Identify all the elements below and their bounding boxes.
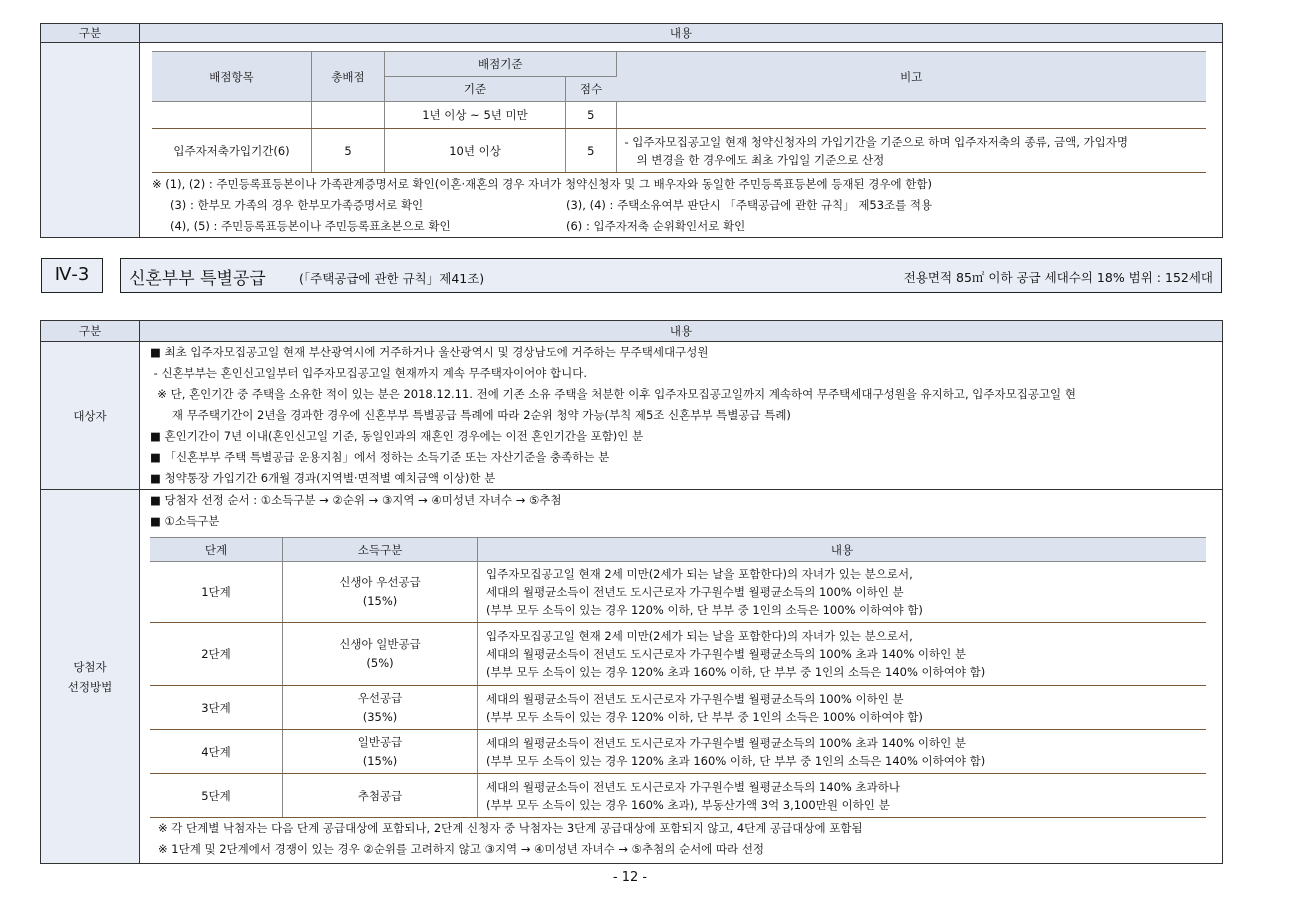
target-line: ■ 최초 입주자모집공고일 현재 부산광역시에 거주하거나 울산광역시 및 경상남도에 거주하는 무주택세대구성원 [150, 345, 709, 359]
stage-cell: 2단계 [150, 623, 283, 686]
income-cell [283, 562, 478, 623]
content-cell [478, 562, 1207, 623]
content-line: (부부 모두 소득이 있는 경우 120% 초과 160% 이하, 단 부부 중 1인의 소득은 140% 이하여야 함) [486, 753, 986, 768]
content-line: 입주자모집공고일 현재 2세 미만(2세가 되는 날을 포함한다)의 자녀가 있는 분으로서, [486, 567, 913, 581]
target-line: ■ 혼인기간이 7년 이내(혼인신고일 기준, 동일인과의 재혼인 경우에는 이전 혼인기간을 포함)인 분 [150, 429, 644, 443]
content-line: 세대의 월평균소득이 전년도 도시근로자 가구원수별 월평균소득의 100% 초과 140% 이하인 분 [486, 647, 967, 661]
table-row [150, 623, 1206, 686]
stage-cell: 3단계 [150, 686, 283, 730]
income-cell [283, 730, 478, 774]
content-line: 세대의 월평균소득이 전년도 도시근로자 가구원수별 월평균소득의 100% 이하인 분 [486, 585, 904, 599]
row-note [616, 102, 1206, 129]
footnote: (6) : 입주자저축 순위확인서로 확인 [566, 219, 746, 233]
content-line: 세대의 월평균소득이 전년도 도시근로자 가구원수별 월평균소득의 100% 이하인 분 [486, 691, 904, 706]
stage-note: ※ 각 단계별 낙첨자는 다음 단계 공급대상에 포함되나, 2단계 신청자 중 낙첨자는 3단계 공급대상에 포함되지 않고, 4단계 공급대상에 포함됨 [158, 821, 863, 835]
content-line: (부부 모두 소득이 있는 경우 120% 이하, 단 부부 중 1인의 소득은 100% 이하여야 함) [486, 603, 923, 617]
selection-label-line: 선정방법 [67, 679, 113, 694]
col-header-left: 구분 [41, 321, 140, 342]
stage-cell: 5단계 [150, 774, 283, 818]
row-total [312, 102, 385, 129]
content-line: 세대의 월평균소득이 전년도 도시근로자 가구원수별 월평균소득의 100% 초과 140% 이하인 분 [486, 735, 967, 750]
content-cell [478, 623, 1207, 686]
selection-intro: ■ 당첨자 선정 순서 : ①소득구분 → ②순위 → ③지역 → ④미성년 자녀수 → ⑤추첨 [150, 493, 562, 507]
target-content [140, 342, 1223, 490]
income-line: (15%) [362, 753, 398, 768]
footnote-row [152, 216, 1206, 237]
header-criteria-group: 배점기준 [385, 52, 617, 77]
content-cell [478, 686, 1207, 730]
section-title-bar [120, 258, 1222, 293]
table-row [150, 686, 1206, 730]
footnote: ※ (1), (2) : 주민등록표등본이나 가족관계증명서로 확인(이혼·재혼의 경우 자녀가 청약신청자 및 그 배우자와 동일한 주민등록표등본에 등재된 경우에 한함) [152, 177, 932, 191]
header-stage: 단계 [150, 538, 283, 562]
target-line: ※ 단, 혼인기간 중 주택을 소유한 적이 있는 분은 2018.12.11. 전에 기존 소유 주택을 처분한 이후 입주자모집공고일까지 계속하여 무주택세대구성원을 유지하고, 입주자모집공고일 현 [150, 387, 1076, 401]
row-score: 5 [566, 129, 617, 173]
header-total: 총배점 [312, 52, 385, 102]
income-line: 신생아 우선공급 [339, 575, 421, 589]
content-line: (부부 모두 소득이 있는 경우 160% 초과), 부동산가액 3억 3,100만원 이하인 분 [486, 797, 890, 812]
page-number: - 12 - [612, 870, 648, 885]
header-income: 소득구분 [283, 538, 478, 562]
stage-note: ※ 1단계 및 2단계에서 경쟁이 있는 경우 ②순위를 고려하지 않고 ③지역 → ④미성년 자녀수 → ⑤추첨의 순서에 따라 선정 [158, 842, 765, 856]
header-note: 비고 [616, 52, 1206, 102]
section-number: Ⅳ-3 [41, 258, 103, 293]
score-table [152, 51, 1206, 173]
table-row [150, 562, 1206, 623]
content-cell [478, 774, 1207, 818]
header-criteria: 기준 [385, 77, 566, 102]
row-item: 입주자저축가입기간(6) [152, 129, 312, 173]
content-cell [478, 730, 1207, 774]
table-row [152, 129, 1206, 173]
content-line: (부부 모두 소득이 있는 경우 120% 이하, 단 부부 중 1인의 소득은 100% 이하여야 함) [486, 709, 923, 724]
section-right-text: 전용면적 85㎡ 이하 공급 세대수의 18% 범위 : 152세대 [903, 270, 1213, 285]
content-line: 세대의 월평균소득이 전년도 도시근로자 가구원수별 월평균소득의 140% 초과하나 [486, 779, 900, 794]
empty-label-cell [41, 43, 140, 238]
income-line: 일반공급 [357, 734, 403, 749]
col-header-left: 구분 [41, 24, 140, 43]
top-table [40, 23, 1223, 238]
header-score: 점수 [566, 77, 617, 102]
income-line: (15%) [362, 594, 398, 608]
note-line: - 입주자모집공고일 현재 청약신청자의 가입기간을 기준으로 하며 입주자저축의 종류, 금액, 가입자명 [624, 134, 1128, 149]
row-item [152, 102, 312, 129]
header-item: 배점항목 [152, 52, 312, 102]
income-cell: 추첨공급 [283, 774, 478, 818]
selection-label-line: 당첨자 [73, 659, 107, 674]
footnote: (3) : 한부모 가족의 경우 한부모가족증명서로 확인 [170, 198, 424, 212]
content-line: 입주자모집공고일 현재 2세 미만(2세가 되는 날을 포함한다)의 자녀가 있는 분으로서, [486, 629, 913, 643]
table-row [150, 774, 1206, 818]
target-line: ■ 「신혼부부 주택 특별공급 운용지침」에서 정하는 소득기준 또는 자산기준을 충족하는 분 [150, 450, 610, 464]
income-line: (5%) [366, 656, 394, 670]
target-line: 재 무주택기간이 2년을 경과한 경우에 신혼부부 특별공급 특례에 따라 2순위 청약 가능(부칙 제5조 신혼부부 특별공급 특례) [150, 408, 791, 422]
income-line: (35%) [362, 709, 398, 724]
row-criteria: 1년 이상 ~ 5년 미만 [385, 102, 566, 129]
selection-intro: ■ ①소득구분 [150, 514, 220, 528]
row-score: 5 [566, 102, 617, 129]
stage-table [150, 537, 1206, 818]
target-line: - 신혼부부는 혼인신고일부터 입주자모집공고일 현재까지 계속 무주택자이어야 합니다. [150, 366, 587, 380]
section-subtitle: (「주택공급에 관한 규칙」제41조) [299, 271, 485, 286]
selection-label [41, 490, 140, 864]
income-line: 우선공급 [357, 690, 403, 705]
footnote: (4), (5) : 주민등록표등본이나 주민등록표초본으로 확인 [170, 219, 451, 233]
income-cell [283, 686, 478, 730]
content-line: (부부 모두 소득이 있는 경우 120% 초과 160% 이하, 단 부부 중 1인의 소득은 140% 이하여야 함) [486, 665, 986, 679]
col-header-right: 내용 [140, 24, 1223, 43]
footnote: (3), (4) : 주택소유여부 판단시 「주택공급에 관한 규칙」 제53조를 적용 [566, 198, 933, 212]
income-cell [283, 623, 478, 686]
target-line: ■ 청약통장 가입기간 6개월 경과(지역별·면적별 예치금액 이상)한 분 [150, 471, 496, 485]
income-line: 신생아 일반공급 [339, 637, 421, 651]
header-content: 내용 [478, 538, 1207, 562]
note-line: 의 변경을 한 경우에도 최초 가입일 기준으로 산정 [636, 152, 885, 167]
col-header-right: 내용 [140, 321, 1223, 342]
section-title: 신혼부부 특별공급 [129, 269, 266, 289]
footnote-row [152, 195, 1206, 216]
selection-content [140, 490, 1223, 864]
row-criteria: 10년 이상 [385, 129, 566, 173]
stage-cell: 1단계 [150, 562, 283, 623]
table-row [152, 102, 1206, 129]
table-row [150, 730, 1206, 774]
row-total: 5 [312, 129, 385, 173]
row-note [616, 129, 1206, 173]
target-label: 대상자 [41, 342, 140, 490]
main-table [40, 320, 1223, 864]
stage-cell: 4단계 [150, 730, 283, 774]
